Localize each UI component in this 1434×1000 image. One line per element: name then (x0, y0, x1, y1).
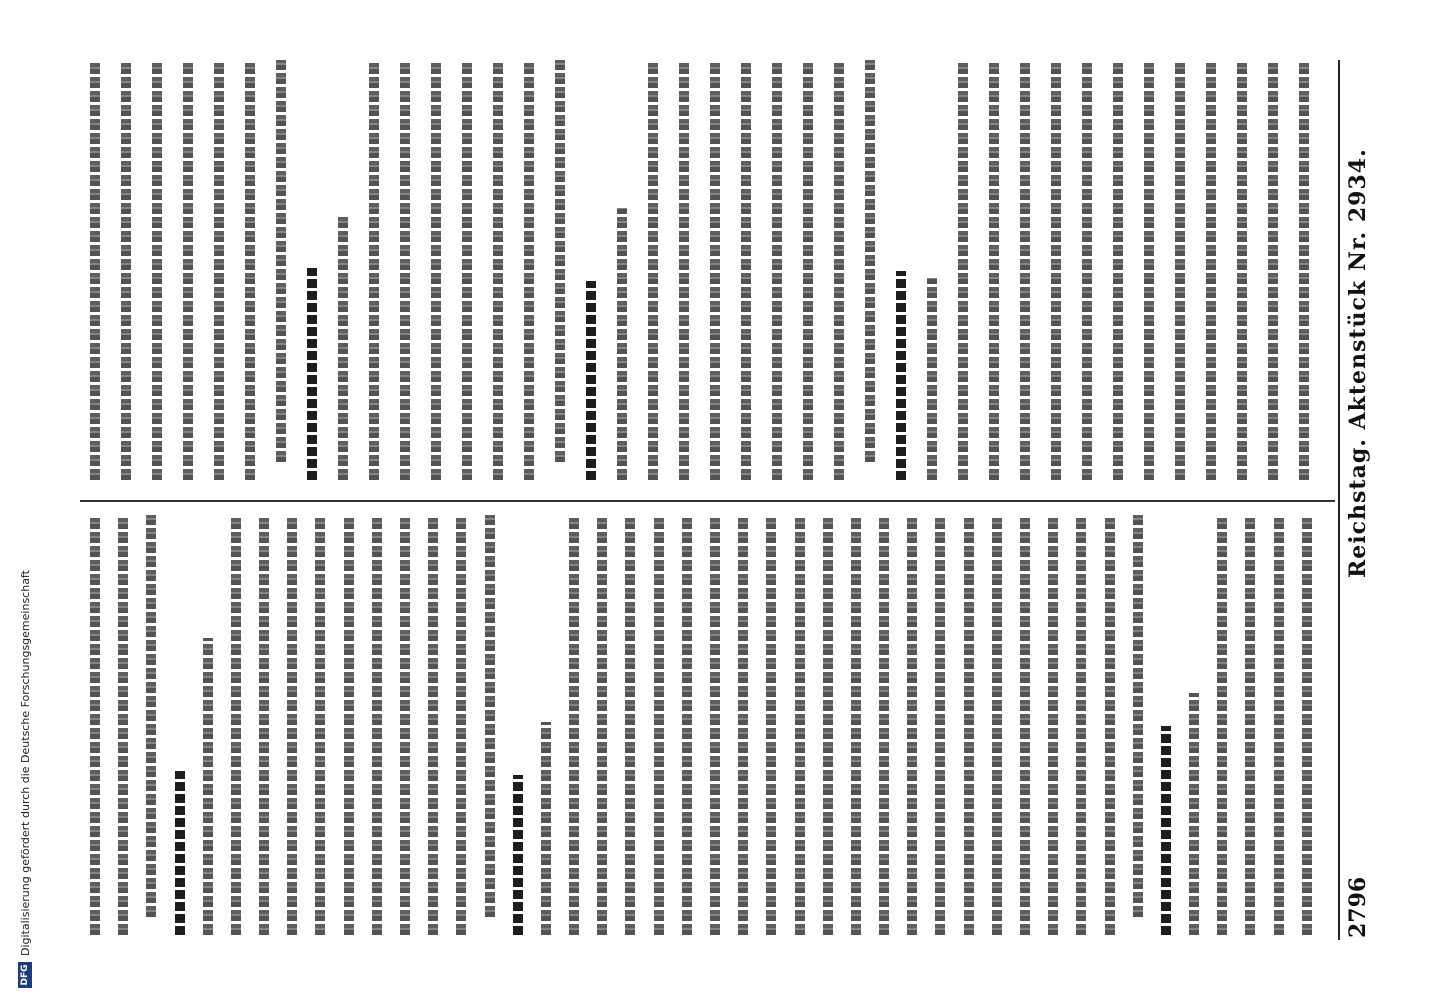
text-line (964, 515, 974, 935)
text-line (958, 60, 968, 480)
text-line (462, 60, 472, 480)
text-line (648, 60, 658, 480)
text-line (1217, 515, 1227, 935)
text-line (1113, 60, 1123, 480)
text-line (307, 268, 317, 480)
text-line (276, 60, 286, 462)
text-line (90, 60, 100, 480)
text-line (183, 60, 193, 480)
text-line (456, 515, 466, 935)
text-line (1189, 693, 1199, 935)
text-line (823, 515, 833, 935)
text-line (555, 60, 565, 462)
text-line (654, 515, 664, 935)
text-line (121, 60, 131, 480)
text-column-right (90, 60, 1330, 480)
text-line (1175, 60, 1185, 480)
text-line (152, 60, 162, 480)
text-line (586, 281, 596, 480)
text-line (682, 515, 692, 935)
text-line (625, 515, 635, 935)
text-line (214, 60, 224, 480)
text-line (766, 515, 776, 935)
text-line (1274, 515, 1284, 935)
text-line (569, 515, 579, 935)
text-line (679, 60, 689, 480)
text-line (1268, 60, 1278, 480)
header-rule (1338, 60, 1340, 940)
text-line (1133, 515, 1143, 917)
digitization-credit (15, 8, 35, 988)
text-line (338, 215, 348, 480)
text-line (989, 60, 999, 480)
running-title: Reichstag. Aktenstück Nr. 2934. (1345, 148, 1371, 578)
text-line (400, 60, 410, 480)
text-line (1161, 726, 1171, 935)
text-line (927, 278, 937, 480)
text-line (772, 60, 782, 480)
text-line (203, 638, 213, 935)
text-line (146, 515, 156, 917)
text-line (795, 515, 805, 935)
text-line (245, 60, 255, 480)
text-line (1020, 60, 1030, 480)
text-line (1048, 515, 1058, 935)
text-line (513, 775, 523, 935)
dfg-logo: DFG (18, 962, 32, 988)
text-line (738, 515, 748, 935)
text-line (431, 60, 441, 480)
text-column-left (90, 515, 1330, 935)
page-header (1345, 38, 1385, 938)
text-line (259, 515, 269, 935)
text-line (485, 515, 495, 917)
text-line (1299, 60, 1309, 480)
text-line (992, 515, 1002, 935)
text-line (344, 515, 354, 935)
text-line (315, 515, 325, 935)
text-line (879, 515, 889, 935)
text-line (231, 515, 241, 935)
text-line (1302, 515, 1312, 935)
text-line (524, 60, 534, 480)
page-number: 2796 (1345, 876, 1371, 938)
text-line (175, 771, 185, 935)
text-line (287, 515, 297, 935)
text-line (400, 515, 410, 935)
column-rule (80, 500, 1335, 502)
digitization-credit-text: Digitalisierung gefördert durch die Deutsche Forschungsgemeinschaft (18, 570, 32, 956)
text-line (907, 515, 917, 935)
text-line (1245, 515, 1255, 935)
text-line (1076, 515, 1086, 935)
text-line (834, 60, 844, 480)
text-line (90, 515, 100, 935)
text-line (1237, 60, 1247, 480)
text-line (865, 60, 875, 462)
text-line (493, 60, 503, 480)
text-line (428, 515, 438, 935)
text-line (896, 271, 906, 480)
text-line (1051, 60, 1061, 480)
text-line (803, 60, 813, 480)
text-line (710, 60, 720, 480)
text-line (372, 515, 382, 935)
text-line (1020, 515, 1030, 935)
text-line (935, 515, 945, 935)
text-line (597, 515, 607, 935)
text-line (1144, 60, 1154, 480)
text-line (1206, 60, 1216, 480)
text-line (741, 60, 751, 480)
text-line (541, 722, 551, 935)
text-line (617, 208, 627, 480)
text-line (1105, 515, 1115, 935)
text-line (710, 515, 720, 935)
text-line (369, 60, 379, 480)
text-line (851, 515, 861, 935)
text-line (118, 515, 128, 935)
text-line (1082, 60, 1092, 480)
